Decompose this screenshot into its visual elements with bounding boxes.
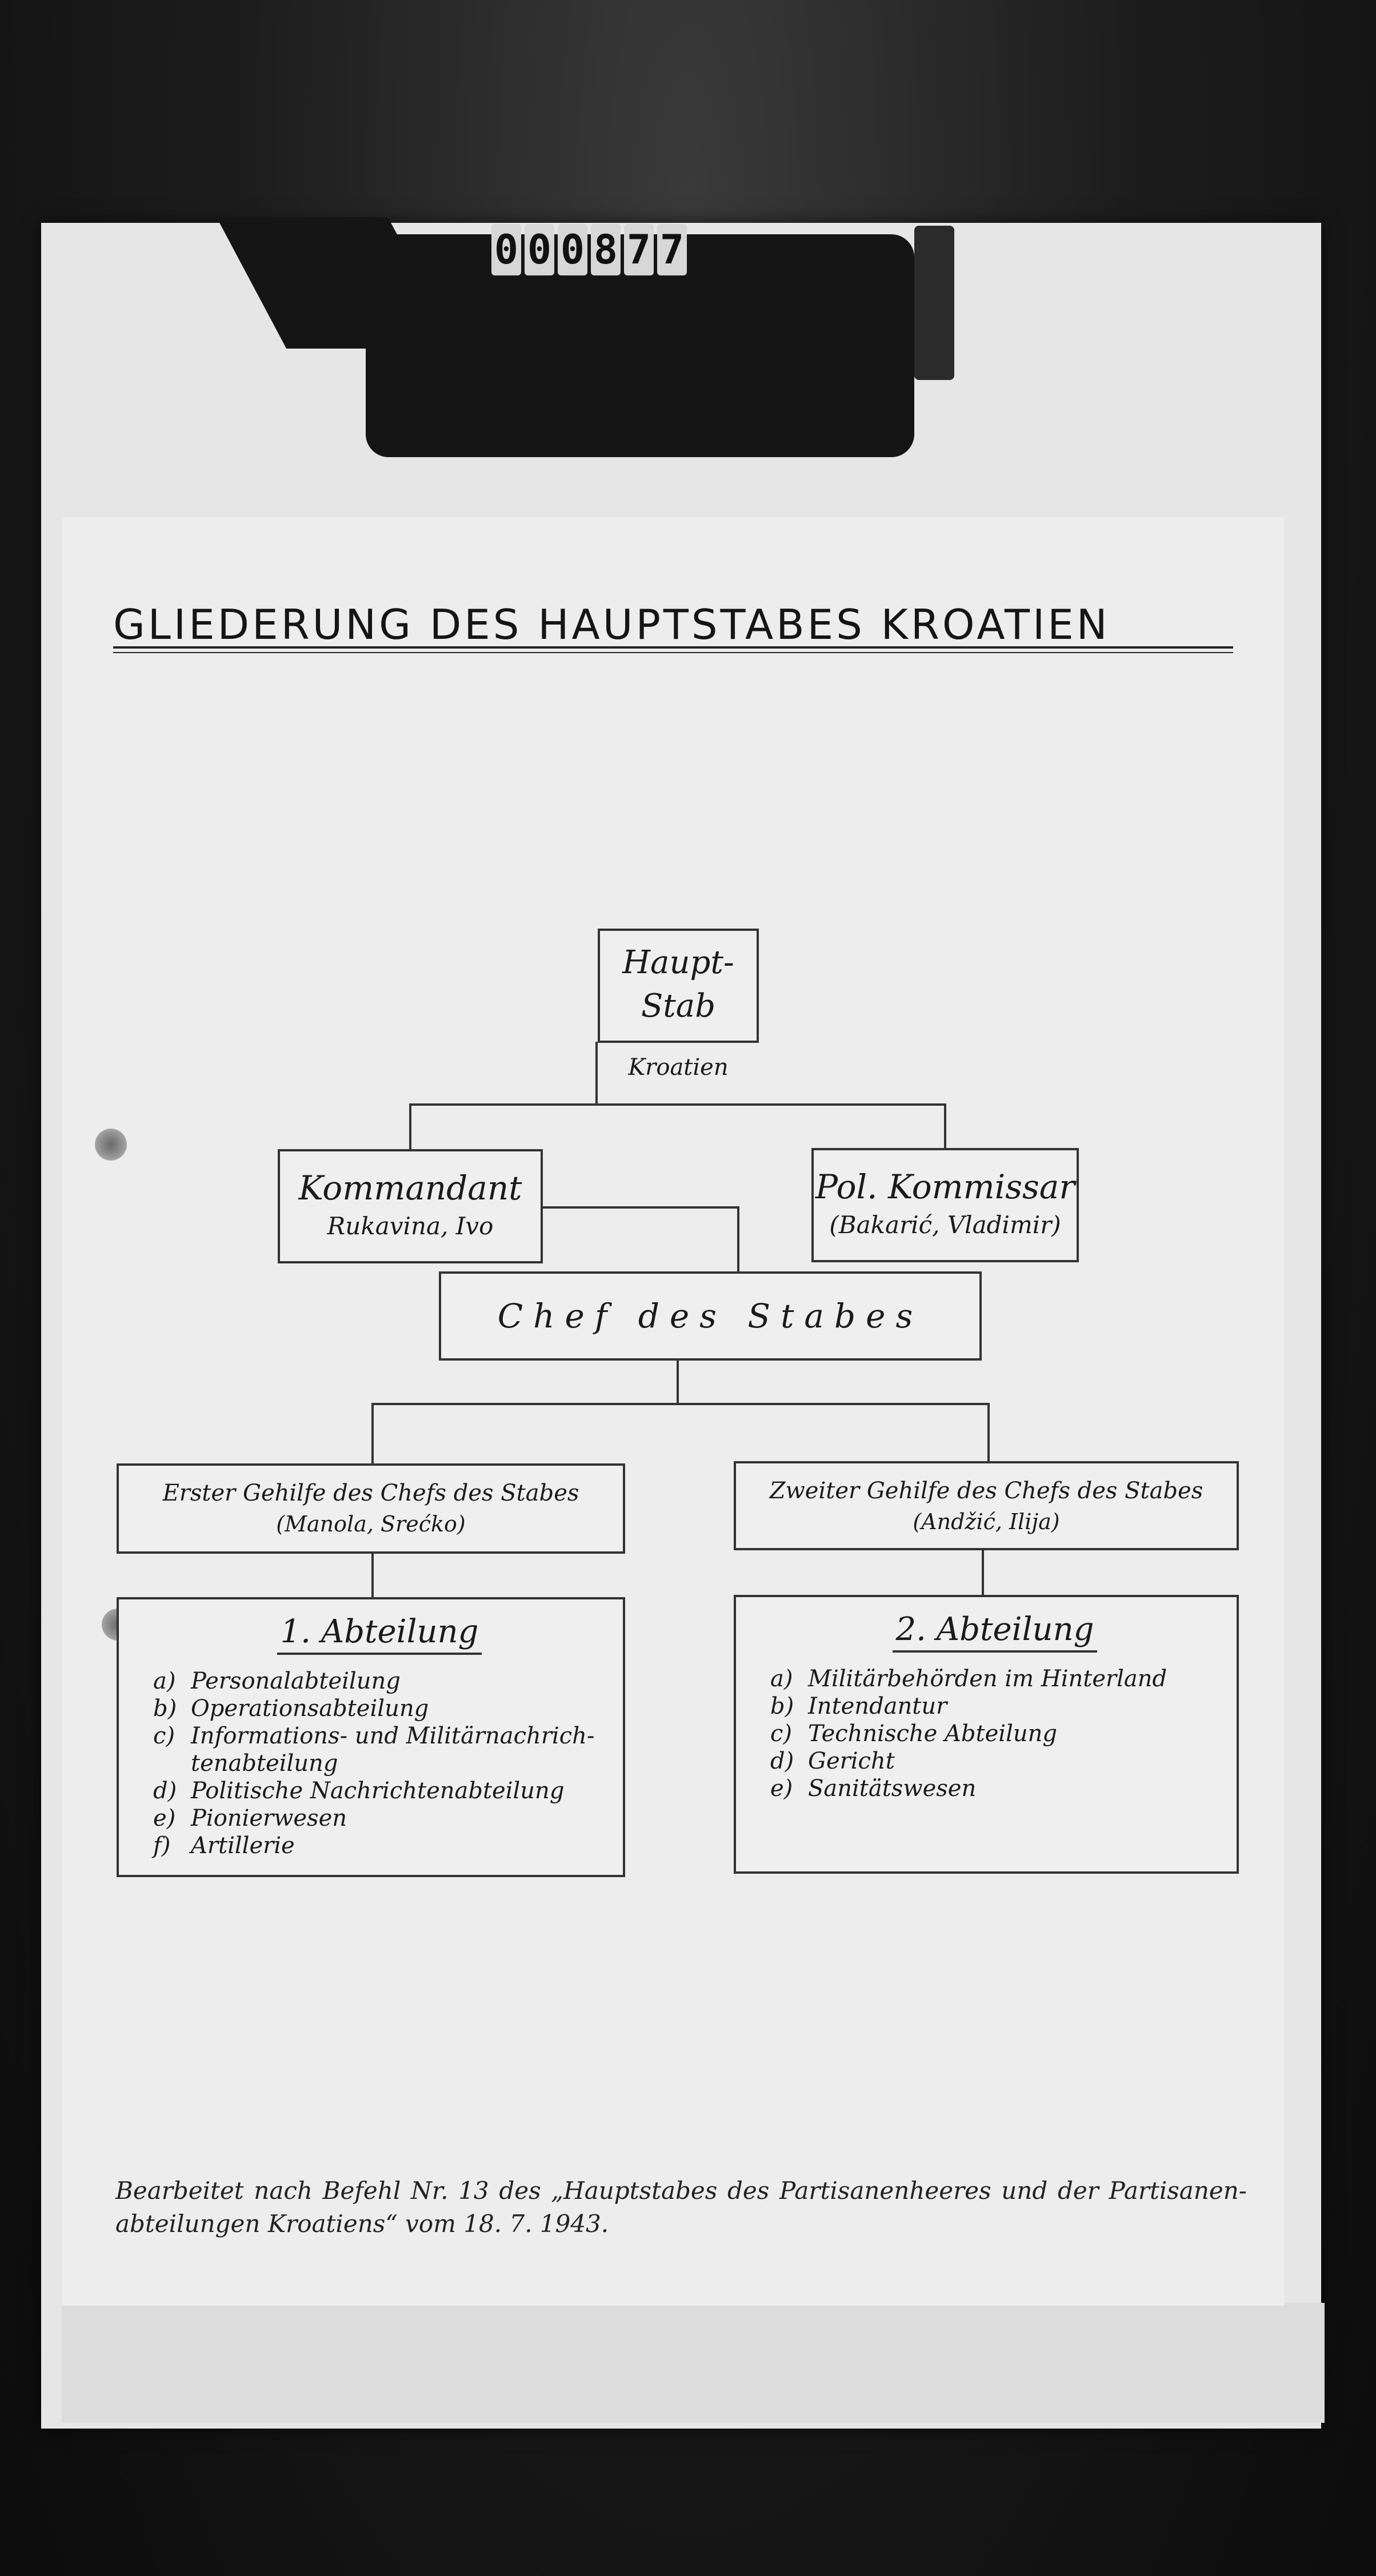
- chef-box: [439, 1271, 982, 1361]
- source-footnote: Bearbeitet nach Befehl Nr. 13 des „Hauptstabes des Partisanenheeres und der Partisanen-abteilungen Kroatiens“ vom 18. 7. 1943.: [115, 2177, 1247, 2238]
- list-item: [153, 1667, 606, 1695]
- list-item: [770, 1747, 1219, 1775]
- connector-line: [595, 1042, 598, 1106]
- list-item-key: [153, 1750, 191, 1777]
- list-item-text: Militärbehörden im Hinterland: [808, 1666, 1167, 1692]
- list-item-key: c): [153, 1723, 175, 1749]
- list-item: [153, 1832, 606, 1859]
- list-item-text: Intendantur: [808, 1693, 947, 1719]
- title-rule: [113, 646, 1233, 649]
- counter-digit: 7: [657, 224, 687, 275]
- list-item-text: Personalabteilung: [191, 1668, 401, 1694]
- connector-line: [542, 1206, 739, 1209]
- connector-line: [944, 1103, 946, 1150]
- list-item: [153, 1722, 606, 1750]
- connector-line: [677, 1359, 679, 1405]
- abteilung2-list: [770, 1665, 1219, 1802]
- connector-line: [371, 1553, 374, 1601]
- list-item: [770, 1775, 1219, 1802]
- list-item-key: d): [770, 1748, 794, 1774]
- list-item-key: b): [153, 1695, 177, 1722]
- counter-digits: [491, 224, 687, 281]
- list-item: [153, 1695, 606, 1722]
- gehilfe2-name: (Andžić, Ilija): [913, 1509, 1060, 1534]
- connector-line: [409, 1103, 411, 1151]
- list-item-text: Technische Abteilung: [808, 1721, 1057, 1747]
- connector-line: [371, 1403, 990, 1405]
- hauptstab-line1: Haupt-: [622, 944, 734, 981]
- connector-line: [371, 1403, 374, 1467]
- list-item: [153, 1805, 606, 1832]
- kommissar-title: Pol. Kommissar: [815, 1167, 1075, 1206]
- abteilung1-title: 1. Abteilung: [277, 1613, 482, 1655]
- hauptstab-box: [598, 929, 759, 1043]
- list-item-text: Operationsabteilung: [191, 1695, 429, 1722]
- list-item: [770, 1720, 1219, 1747]
- list-item-text: Informations- und Militärnachrich-: [191, 1723, 595, 1749]
- hauptstab-line2: Stab: [641, 987, 716, 1025]
- list-item: [153, 1777, 606, 1805]
- list-item-text: Politische Nachrichtenabteilung: [191, 1778, 565, 1804]
- list-item-key: f): [153, 1833, 171, 1859]
- gehilfe2-title: Zweiter Gehilfe des Chefs des Stabes: [769, 1478, 1203, 1504]
- list-item-key: d): [153, 1778, 177, 1804]
- list-item-text: Pionierwesen: [191, 1805, 347, 1831]
- abteilung1-list: [153, 1667, 606, 1859]
- kommissar-name: (Bakarić, Vladimir): [829, 1211, 1061, 1239]
- counter-knob: [914, 226, 954, 380]
- card-lower-edge: [62, 2303, 1325, 2423]
- kommandant-title: Kommandant: [298, 1169, 522, 1207]
- gehilfe1-box: [117, 1463, 625, 1554]
- title-rule: [113, 652, 1233, 653]
- chef-title: Chef des Stabes: [497, 1297, 923, 1335]
- gehilfe1-name: (Manola, Srećko): [276, 1511, 466, 1537]
- counter-digit: 0: [525, 224, 554, 275]
- hauptstab-sublabel: Kroatien: [628, 1054, 729, 1081]
- counter-digit: 0: [558, 224, 587, 275]
- list-item: [770, 1665, 1219, 1693]
- connector-line: [982, 1549, 984, 1598]
- abteilung2-title: 2. Abteilung: [893, 1611, 1098, 1653]
- gehilfe1-title: Erster Gehilfe des Chefs des Stabes: [162, 1480, 579, 1506]
- document-page: [62, 517, 1285, 2306]
- kommandant-box: [278, 1149, 543, 1263]
- list-item-key: e): [770, 1775, 793, 1802]
- list-item-key: b): [770, 1693, 794, 1719]
- connector-line: [987, 1403, 990, 1465]
- list-item-key: a): [770, 1666, 793, 1692]
- counter-digit: 0: [491, 224, 521, 275]
- list-item-text: Artillerie: [191, 1833, 295, 1859]
- list-item-text: Gericht: [808, 1748, 895, 1774]
- connector-line: [737, 1206, 739, 1274]
- punch-hole: [95, 1129, 127, 1161]
- list-item-key: a): [153, 1668, 176, 1694]
- list-item: [770, 1693, 1219, 1720]
- kommandant-name: Rukavina, Ivo: [327, 1212, 494, 1240]
- counter-digit: 7: [624, 224, 654, 275]
- list-item-key: c): [770, 1721, 793, 1747]
- connector-line: [409, 1103, 946, 1106]
- gehilfe2-box: [734, 1461, 1239, 1550]
- list-item-text: tenabteilung: [191, 1750, 338, 1777]
- page-title: GLIEDERUNG DES HAUPTSTABES KROATIEN: [113, 601, 1110, 649]
- counter-digit: 8: [591, 224, 621, 275]
- abteilung2-box: [734, 1595, 1239, 1874]
- list-item-text: Sanitätswesen: [808, 1775, 977, 1802]
- list-item-key: e): [153, 1805, 176, 1831]
- kommissar-box: [811, 1148, 1079, 1262]
- list-item: [153, 1750, 606, 1777]
- abteilung1-box: [117, 1597, 625, 1877]
